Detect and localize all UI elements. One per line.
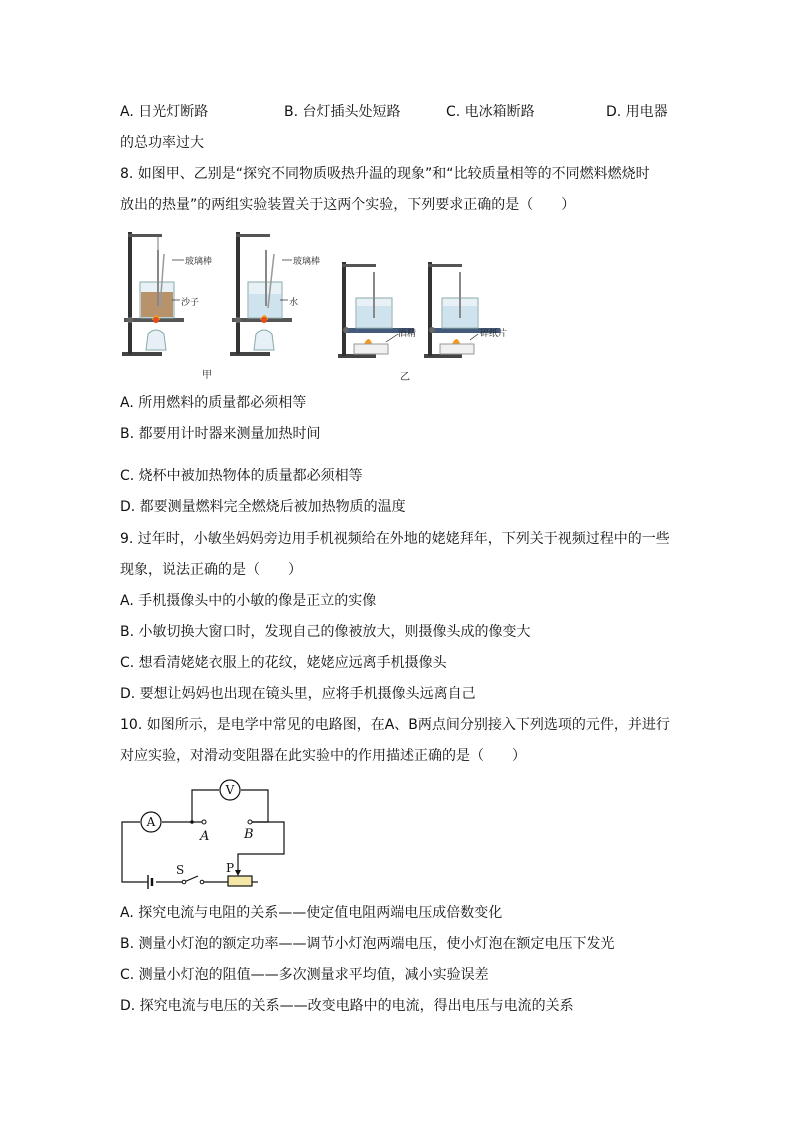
caption-yi: 乙 xyxy=(400,372,410,383)
q10-option-b: B. 测量小灯泡的额定功率——调节小灯泡两端电压，使小灯泡在额定电压下发光 xyxy=(120,936,615,952)
apparatus-sand xyxy=(122,232,212,356)
q9-option-a: A. 手机摄像头中的小敏的像是正立的实像 xyxy=(120,593,377,609)
svg-text:A: A xyxy=(146,815,156,829)
q9-option-b: B. 小敏切换大窗口时，发现自己的像被放大，则摄像头成的像变大 xyxy=(120,624,531,640)
q9-option-d: D. 要想让妈妈也出现在镜头里，应将手机摄像头远离自己 xyxy=(120,686,476,702)
q9-stem-line1: 9. 过年时，小敏坐妈妈旁边用手机视频给在外地的姥姥拜年，下列关于视频过程中的一些 xyxy=(120,531,670,547)
q8-stem-line1: 8. 如图甲、乙别是“探究不同物质吸热升温的现象”和“比较质量相等的不同燃料燃烧时 xyxy=(120,166,650,182)
q7-option-b: B. 台灯插头处短路 xyxy=(284,104,401,120)
q8-option-a: A. 所用燃料的质量都必须相等 xyxy=(120,395,307,411)
label-alcohol: 酒精 xyxy=(398,329,417,339)
apparatus-alcohol xyxy=(338,262,416,358)
q9-option-c: C. 想看清姥姥衣服上的花纹，姥姥应远离手机摄像头 xyxy=(120,655,447,671)
label-paper-scraps: 碎纸片 xyxy=(480,329,508,339)
q10-option-d: D. 探究电流与电压的关系——改变电路中的电流，得出电压与电流的关系 xyxy=(120,998,574,1014)
q8-option-d: D. 都要测量燃料完全燃烧后被加热物质的温度 xyxy=(120,499,406,515)
q7-option-d: D. 用电器 xyxy=(606,104,668,120)
label-water: 水 xyxy=(289,298,299,308)
point-b-label: B xyxy=(244,827,254,842)
q10-option-a: A. 探究电流与电阻的关系——使定值电阻两端电压成倍数变化 xyxy=(120,905,503,921)
label-sand: 沙子 xyxy=(181,298,200,308)
q7-option-d-continued: 的总功率过大 xyxy=(120,135,204,151)
voltmeter-symbol xyxy=(220,780,240,800)
ammeter-symbol xyxy=(141,812,161,832)
apparatus-water xyxy=(230,232,320,356)
q10-circuit-diagram xyxy=(118,776,298,890)
q7-option-c: C. 电冰箱断路 xyxy=(446,104,535,120)
label-glass-rod-1: 玻璃棒 xyxy=(185,257,213,267)
switch-label: S xyxy=(176,863,185,877)
q10-stem-line2: 对应实验，对滑动变阻器在此实验中的作用描述正确的是（ ） xyxy=(120,748,526,764)
q9-stem-line2: 现象，说法正确的是（ ） xyxy=(120,562,302,578)
q8-option-c: C. 烧杯中被加热物体的质量都必须相等 xyxy=(120,468,363,484)
q7-option-a: A. 日光灯断路 xyxy=(120,104,209,120)
q8-option-b: B. 都要用计时器来测量加热时间 xyxy=(120,426,321,442)
slider-label: P xyxy=(226,861,235,875)
q8-apparatus-figure xyxy=(118,226,528,386)
apparatus-paper xyxy=(424,262,507,358)
svg-text:V: V xyxy=(225,783,235,797)
q8-stem-line2: 放出的热量”的两组实验装置关于这两个实验，下列要求正确的是（ ） xyxy=(120,197,576,213)
label-glass-rod-2: 玻璃棒 xyxy=(293,257,321,267)
q10-stem-line1: 10. 如图所示，是电学中常见的电路图，在A、B两点间分别接入下列选项的元件，并进行 xyxy=(120,717,670,733)
q10-option-c: C. 测量小灯泡的阻值——多次测量求平均值，减小实验误差 xyxy=(120,967,489,983)
caption-jia: 甲 xyxy=(202,370,212,381)
point-a-label: A xyxy=(200,829,210,844)
